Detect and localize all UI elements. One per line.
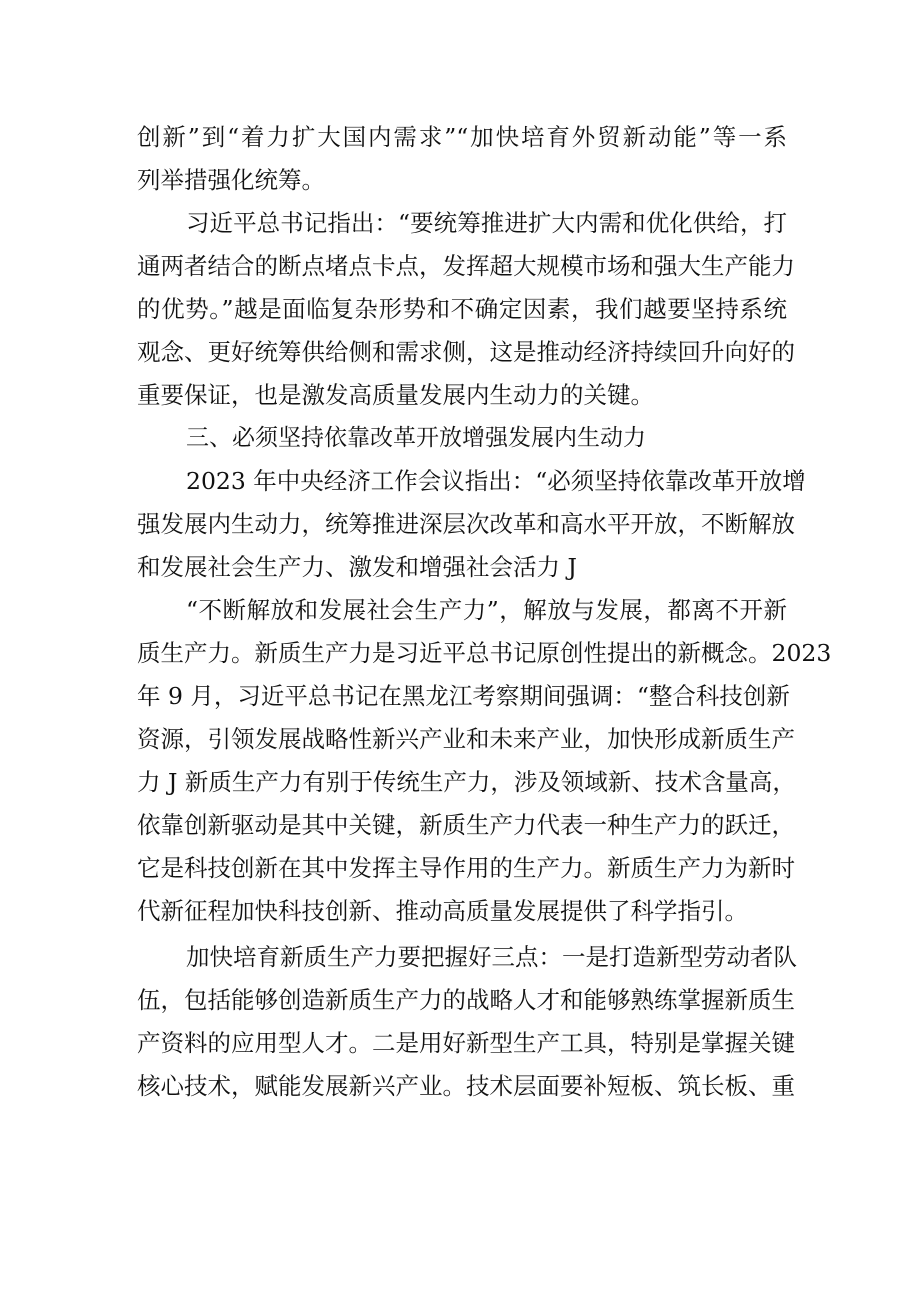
paragraph-1-line-1: 创新”到“着力扩大国内需求”“加快培育外贸新动能”等一系 bbox=[137, 123, 787, 151]
paragraph-3-line-1: 2023 年中央经济工作会议指出：“必须坚持依靠改革开放增 bbox=[186, 467, 806, 495]
paragraph-4-line-7: 它是科技创新在其中发挥主导作用的生产力。新质生产力为新时 bbox=[137, 854, 795, 882]
paragraph-2-line-5: 重要保证，也是激发高质量发展内生动力的关键。 bbox=[137, 381, 654, 409]
paragraph-3-line-2: 强发展内生动力，统筹推进深层次改革和高水平开放，不断解放 bbox=[137, 510, 795, 538]
paragraph-4-line-4: 资源，引领发展战略性新兴产业和未来产业，加快形成新质生产 bbox=[137, 725, 795, 753]
paragraph-3-line-3: 和发展社会生产力、激发和增强社会活力 J bbox=[137, 553, 577, 581]
paragraph-4-line-3: 年 9 月，习近平总书记在黑龙江考察期间强调：“整合科技创新 bbox=[137, 682, 790, 710]
paragraph-2-line-1: 习近平总书记指出：“要统筹推进扩大内需和优化供给，打 bbox=[186, 209, 787, 237]
paragraph-4-line-5: 力 J 新质生产力有别于传统生产力，涉及领域新、技术含量高， bbox=[137, 768, 796, 796]
paragraph-5-line-3: 产资料的应用型人才。二是用好新型生产工具，特别是掌握关键 bbox=[137, 1029, 795, 1057]
section-heading-3: 三、必须坚持依靠改革开放增强发展内生动力 bbox=[186, 425, 646, 451]
paragraph-5-line-1: 加快培育新质生产力要把握好三点：一是打造新型劳动者队 bbox=[186, 943, 797, 971]
paragraph-1-line-2: 列举措强化统筹。 bbox=[137, 166, 325, 194]
paragraph-2-line-3: 的优势。”越是面临复杂形势和不确定因素，我们越要坚持系统 bbox=[137, 295, 787, 323]
paragraph-2-line-4: 观念、更好统筹供给侧和需求侧，这是推动经济持续回升向好的 bbox=[137, 338, 795, 366]
paragraph-5-line-2: 伍，包括能够创造新质生产力的战略人才和能够熟练掌握新质生 bbox=[137, 986, 795, 1014]
paragraph-4-line-1: “不断解放和发展社会生产力”，解放与发展，都离不开新 bbox=[186, 596, 787, 624]
paragraph-4-line-2: 质生产力。新质生产力是习近平总书记原创性提出的新概念。2023 bbox=[137, 639, 832, 667]
paragraph-4-line-8: 代新征程加快科技创新、推动高质量发展提供了科学指引。 bbox=[137, 897, 748, 925]
paragraph-2-line-2: 通两者结合的断点堵点卡点，发挥超大规模市场和强大生产能力 bbox=[137, 252, 795, 280]
paragraph-4-line-6: 依靠创新驱动是其中关键，新质生产力代表一种生产力的跃迁， bbox=[137, 811, 795, 839]
paragraph-5-line-4: 核心技术，赋能发展新兴产业。技术层面要补短板、筑长板、重 bbox=[137, 1072, 795, 1100]
